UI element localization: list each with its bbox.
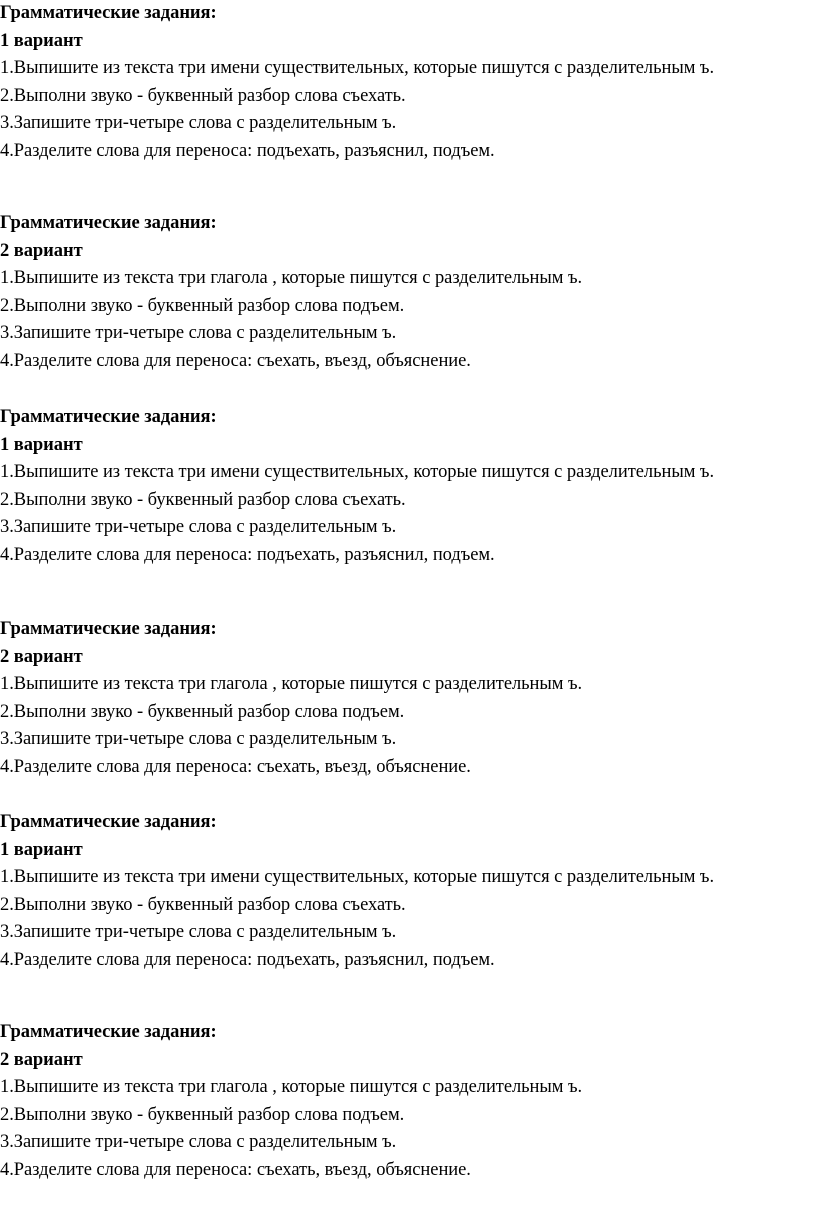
block-title: Грамматические задания:	[0, 213, 217, 233]
task-item: 4.Разделите слова для переноса: съехать, въезд, объяснение.	[0, 756, 471, 777]
task-item: 3.Запишите три-четыре слова с разделительным ъ.	[0, 1132, 397, 1152]
block-variant: 2 вариант	[0, 1049, 83, 1070]
task-item: 4.Разделите слова для переноса: подъехать, разъяснил, подъем.	[0, 949, 495, 970]
task-block-4	[0, 616, 816, 781]
task-item: 3.Запишите три-четыре слова с разделительным ъ.	[0, 922, 397, 942]
task-item: 4.Разделите слова для переноса: съехать, въезд, объяснение.	[0, 1159, 471, 1180]
task-item: 4.Разделите слова для переноса: съехать, въезд, объяснение.	[0, 350, 471, 371]
task-item: 2.Выполни звуко - буквенный разбор слова съехать.	[0, 85, 406, 106]
task-item: 1.Выпишите из текста три глагола , которые пишутся с разделительным ъ.	[0, 674, 583, 694]
task-item: 1.Выпишите из текста три глагола , которые пишутся с разделительным ъ.	[0, 268, 583, 288]
block-title: Грамматические задания:	[0, 812, 217, 832]
block-variant: 2 вариант	[0, 240, 83, 261]
task-block-3	[0, 404, 816, 569]
task-item: 4.Разделите слова для переноса: подъехать, разъяснил, подъем.	[0, 544, 495, 565]
block-title: Грамматические задания:	[0, 407, 217, 427]
task-item: 4.Разделите слова для переноса: подъехать, разъяснил, подъем.	[0, 140, 495, 161]
task-item: 1.Выпишите из текста три имени существительных, которые пишутся с разделительным ъ.	[0, 462, 715, 482]
task-item: 1.Выпишите из текста три имени существительных, которые пишутся с разделительным ъ.	[0, 867, 715, 887]
task-item: 2.Выполни звуко - буквенный разбор слова подъем.	[0, 295, 405, 316]
task-item: 2.Выполни звуко - буквенный разбор слова подъем.	[0, 1104, 405, 1125]
task-item: 1.Выпишите из текста три глагола , которые пишутся с разделительным ъ.	[0, 1077, 583, 1097]
task-item: 2.Выполни звуко - буквенный разбор слова съехать.	[0, 894, 406, 915]
task-item: 3.Запишите три-четыре слова с разделительным ъ.	[0, 729, 397, 749]
block-variant: 1 вариант	[0, 434, 83, 455]
block-variant: 1 вариант	[0, 30, 83, 51]
block-title: Грамматические задания:	[0, 619, 217, 639]
task-item: 1.Выпишите из текста три имени существительных, которые пишутся с разделительным ъ.	[0, 58, 715, 78]
task-item: 2.Выполни звуко - буквенный разбор слова съехать.	[0, 489, 406, 510]
task-block-6	[0, 1019, 816, 1184]
block-variant: 2 вариант	[0, 646, 83, 667]
task-item: 3.Запишите три-четыре слова с разделительным ъ.	[0, 323, 397, 343]
task-item: 3.Запишите три-четыре слова с разделительным ъ.	[0, 113, 397, 133]
task-block-5	[0, 809, 816, 974]
block-variant: 1 вариант	[0, 839, 83, 860]
task-item: 3.Запишите три-четыре слова с разделительным ъ.	[0, 517, 397, 537]
task-item: 2.Выполни звуко - буквенный разбор слова подъем.	[0, 701, 405, 722]
task-block-1	[0, 0, 816, 165]
block-title: Грамматические задания:	[0, 3, 217, 23]
block-title: Грамматические задания:	[0, 1022, 217, 1042]
task-block-2	[0, 210, 816, 375]
